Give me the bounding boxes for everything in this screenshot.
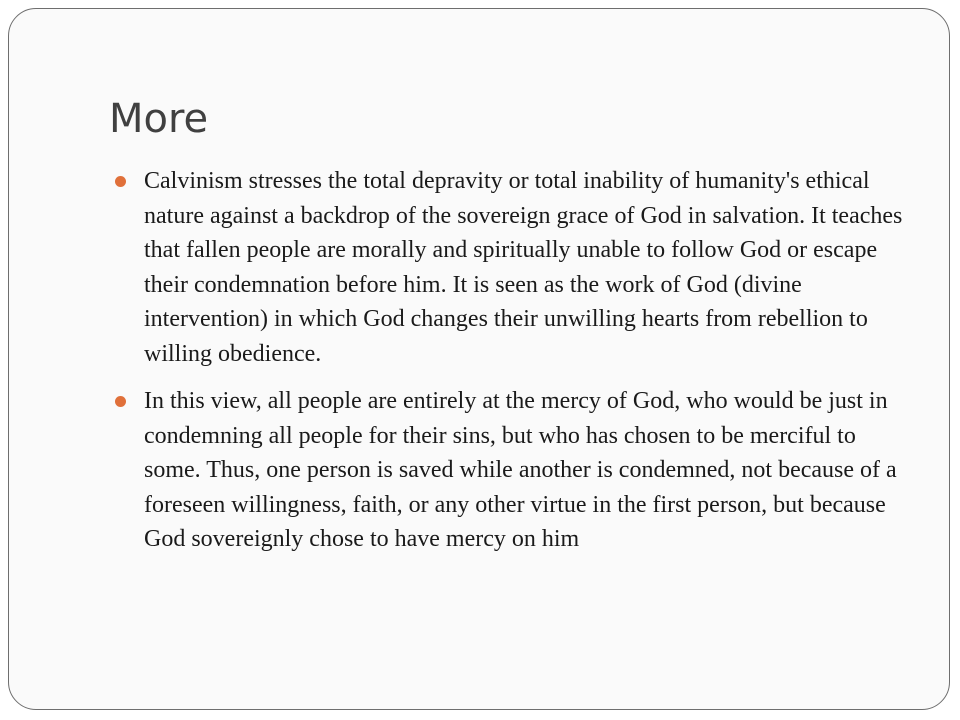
slide-frame: [8, 8, 950, 710]
bullet-list: [115, 164, 915, 570]
bullet-dot-icon: [115, 176, 126, 187]
bullet-text: In this view, all people are entirely at the mercy of God, who would be just in condemning all people for their sins, but who has chosen to be merciful to some. Thus, one person is saved while another is condemned, not because of a foreseen willingness, faith, or any other virtue in the first person, but because God sovereignly chose to have mercy on him: [144, 388, 897, 552]
bullet-item: [115, 164, 915, 371]
bullet-dot-icon: [115, 396, 126, 407]
slide-title: More: [109, 96, 209, 142]
bullet-text: Calvinism stresses the total depravity or total inability of humanity's ethical nature against a backdrop of the sovereign grace of God in salvation. It teaches that fallen people are morally and spiritually unable to follow God or escape their condemnation before him. It is seen as the work of God (divine intervention) in which God changes their unwilling hearts from rebellion to willing obedience.: [144, 168, 903, 367]
bullet-item: [115, 384, 915, 557]
